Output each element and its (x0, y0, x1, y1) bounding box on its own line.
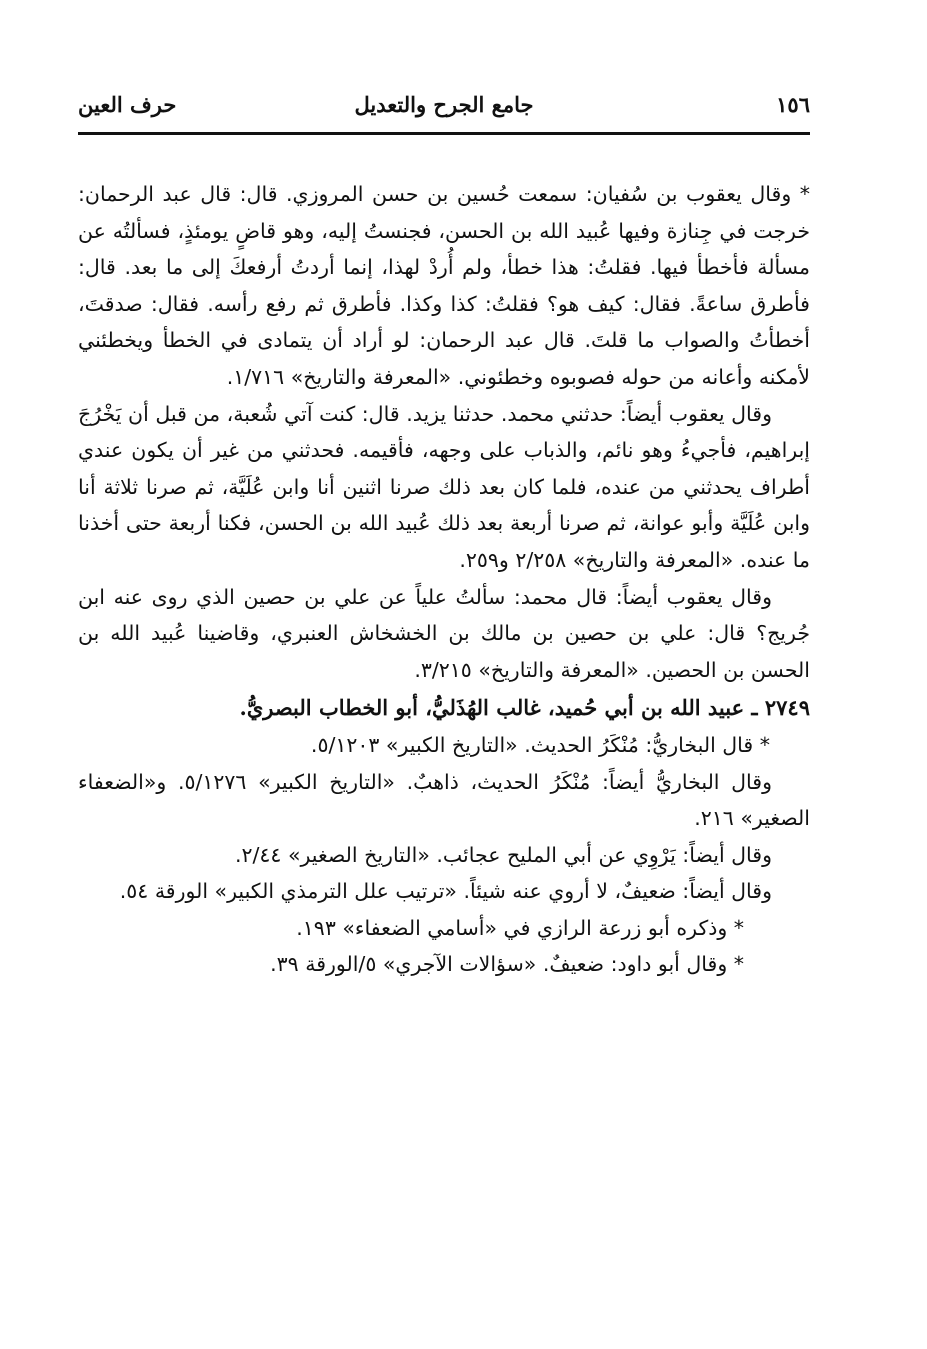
paragraph: * وقال يعقوب بن سُفيان: سمعت حُسين بن حسن المروزي. قال: قال عبد الرحمان: خرجت في جِنازة وفيها عُبيد الله بن الحسن، فجنستُ إليه، وهو قاضٍ يومئذٍ، فسألتُه عن مسألة فأخطأ فيها. فقلتُ: هذا خطأ، ولم أُردْ لهذا، إنما أردتُ أرفعكَ إلى ما بعد. قال: فأطرق ساعةً. فقال: كيف هو؟ فقلتُ: كذا وكذا. فأطرق ثم رفع رأسه. فقال: صدقتَ، أخطأتُ والصواب ما قلتَ. قال عبد الرحمان: لو أراد أن يتمادى في الخطأ ويخطئني لأمكنه وأعانه من حوله فصوبوه وخطئوني. «المعرفة والتاريخ» ١/٧١٦. (78, 182, 810, 389)
header-rule (78, 132, 810, 135)
paragraph: وقال أيضاً: يَرْوِي عن أبي المليح عجائب. «التاريخ الصغير» ٢/٤٤. (234, 842, 772, 867)
page-number: ١٥٦ (776, 92, 810, 117)
paragraph: وقال أيضاً: ضعيفٌ، لا أروي عنه شيئاً. «ترتيب علل الترمذي الكبير» الورقة ٥٤. (119, 879, 772, 904)
section-title: حرف العين (78, 92, 177, 117)
paragraph: وقال يعقوب أيضاً: قال محمد: سألتُ علياً عن علي بن حصين الذي روى عنه ابن جُريج؟ قال: علي بن حصين بن مالك بن الخشخاش العنبري، وقاضينا عُبيد الله بن الحسن بن الحصين. «المعرفة والتاريخ» ٣/٢١٥. (78, 584, 810, 682)
paragraph: * وقال أبو داود: ضعيفٌ. «سؤالات الآجري» ٥/الورقة ٣٩. (270, 952, 744, 977)
book-title: جامع الجرح والتعديل (354, 92, 534, 117)
page-body (78, 176, 810, 983)
running-header (78, 92, 810, 132)
entry-heading: ٢٧٤٩ ـ عبيد الله بن أبي حُميد، غالب الهُذَليُّ، أبو الخطاب البصريُّ. (239, 695, 810, 721)
paragraph: وقال البخاريُّ أيضاً: مُنْكَرُ الحديث، ذاهبٌ. «التاريخ الكبير» ٥/١٢٧٦. و«الضعفاء الصغير» ٢١٦. (78, 769, 810, 831)
paragraph: وقال يعقوب أيضاً: حدثني محمد. حدثنا يزيد. قال: كنت آتي شُعبة، من قبل أن يَخْرُجَ إبراهيم، فأجيءُ وهو نائم، والذباب على وجهه، فأقيمه. فحدثني من غير أن يكون عندي أطراف يحدثني من عنده، فلما كان بعد ذلك صرنا اثنين أنا وابن عُلَيَّة، ثم صرنا ثلاثة أنا وابن عُلَيَّة وأبو عوانة، ثم صرنا أربعة بعد ذلك عُبيد الله بن الحسن، فكنا أربعة حتى أخذنا ما عنده. «المعرفة والتاريخ» ٢/٢٥٨ و٢٥٩. (78, 401, 810, 572)
paragraph: * وذكره أبو زرعة الرازي في «أسامي الضعفاء» ١٩٣. (296, 915, 744, 940)
paragraph: * قال البخاريُّ: مُنْكَرُ الحديث. «التاريخ الكبير» ٥/١٢٠٣. (310, 732, 770, 757)
